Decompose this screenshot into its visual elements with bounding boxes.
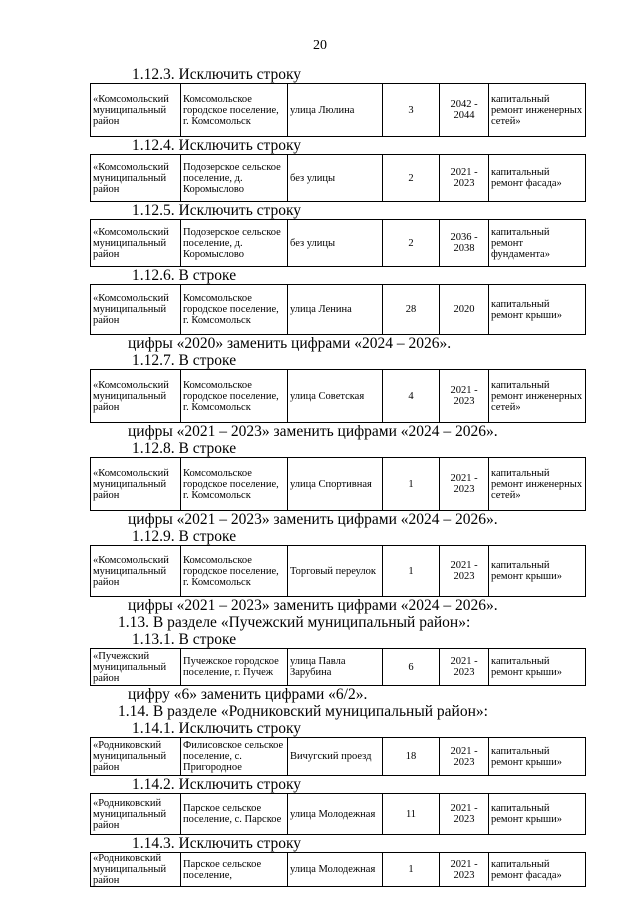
years-cell: 2021 - 2023 [440, 853, 489, 887]
work-type-cell: капитальный ремонт инженерных сетей» [489, 370, 586, 423]
district-cell: «Пучежский муниципальный район [91, 649, 181, 686]
district-cell: «Родниковский муниципальный район [91, 738, 181, 776]
district-cell: «Комсомольский муниципальный район [91, 155, 181, 202]
clause-heading: 1.12.9. В строке [132, 528, 237, 545]
work-type-cell: капитальный ремонт инженерных сетей» [489, 84, 586, 137]
document-body [90, 66, 585, 887]
house-number-cell: 1 [383, 458, 440, 511]
section-heading: 1.13. В разделе «Пучежский муниципальный район»: [118, 614, 471, 631]
street-cell: без улицы [288, 155, 383, 202]
settlement-cell: Комсомольское городское поселение, г. Комсомольск [181, 84, 288, 137]
years-cell: 2021 - 2023 [440, 546, 489, 597]
section-heading: 1.14. В разделе «Родниковский муниципальный район»: [118, 703, 488, 720]
excerpt-table-row [90, 219, 586, 267]
years-cell: 2021 - 2023 [440, 794, 489, 835]
district-cell: «Комсомольский муниципальный район [91, 84, 181, 137]
years-cell: 2036 - 2038 [440, 220, 489, 267]
clause-heading: 1.14.3. Исключить строку [132, 835, 302, 852]
district-cell: «Родниковский муниципальный район [91, 853, 181, 887]
district-cell: «Комсомольский муниципальный район [91, 546, 181, 597]
house-number-cell: 3 [383, 84, 440, 137]
clause-heading: 1.12.4. Исключить строку [132, 137, 302, 154]
excerpt-table-row [90, 852, 586, 887]
years-cell: 2021 - 2023 [440, 738, 489, 776]
district-cell: «Комсомольский муниципальный район [91, 220, 181, 267]
excerpt-table-row [90, 793, 586, 835]
settlement-cell: Парское сельское поселение, [181, 853, 288, 887]
house-number-cell: 18 [383, 738, 440, 776]
work-type-cell: капитальный ремонт крыши» [489, 649, 586, 686]
house-number-cell: 28 [383, 285, 440, 335]
years-cell: 2021 - 2023 [440, 458, 489, 511]
work-type-cell: капитальный ремонт крыши» [489, 794, 586, 835]
replacement-instruction: цифры «2021 – 2023» заменить цифрами «2024 – 2026». [128, 597, 498, 614]
replacement-instruction: цифры «2021 – 2023» заменить цифрами «2024 – 2026». [128, 423, 498, 440]
street-cell: Торговый переулок [288, 546, 383, 597]
district-cell: «Комсомольский муниципальный район [91, 285, 181, 335]
settlement-cell: Подозерское сельское поселение, д. Коромыслово [181, 220, 288, 267]
street-cell: улица Спортивная [288, 458, 383, 511]
replacement-instruction: цифры «2021 – 2023» заменить цифрами «2024 – 2026». [128, 511, 498, 528]
street-cell: улица Люлина [288, 84, 383, 137]
street-cell: Вичугский проезд [288, 738, 383, 776]
settlement-cell: Филисовское сельское поселение, с. Пригородное [181, 738, 288, 776]
settlement-cell: Комсомольское городское поселение, г. Комсомольск [181, 458, 288, 511]
street-cell: улица Ленина [288, 285, 383, 335]
years-cell: 2021 - 2023 [440, 370, 489, 423]
excerpt-table-row [90, 83, 586, 137]
settlement-cell: Комсомольское городское поселение, г. Комсомольск [181, 370, 288, 423]
house-number-cell: 2 [383, 155, 440, 202]
settlement-cell: Подозерское сельское поселение, д. Коромыслово [181, 155, 288, 202]
replacement-instruction: цифру «6» заменить цифрами «6/2». [128, 686, 368, 703]
excerpt-table-row [90, 154, 586, 202]
settlement-cell: Комсомольское городское поселение, г. Комсомольск [181, 546, 288, 597]
excerpt-table-row [90, 457, 586, 511]
years-cell: 2042 - 2044 [440, 84, 489, 137]
clause-heading: 1.12.6. В строке [132, 267, 237, 284]
house-number-cell: 4 [383, 370, 440, 423]
replacement-instruction: цифры «2020» заменить цифрами «2024 – 2026». [128, 335, 452, 352]
work-type-cell: капитальный ремонт крыши» [489, 738, 586, 776]
clause-heading: 1.12.8. В строке [132, 440, 237, 457]
excerpt-table-row [90, 284, 586, 335]
street-cell: улица Молодежная [288, 853, 383, 887]
work-type-cell: капитальный ремонт фасада» [489, 155, 586, 202]
house-number-cell: 6 [383, 649, 440, 686]
excerpt-table-row [90, 369, 586, 423]
house-number-cell: 1 [383, 853, 440, 887]
clause-heading: 1.12.7. В строке [132, 352, 237, 369]
house-number-cell: 11 [383, 794, 440, 835]
settlement-cell: Парское сельское поселение, с. Парское [181, 794, 288, 835]
street-cell: улица Советская [288, 370, 383, 423]
settlement-cell: Пучежское городское поселение, г. Пучеж [181, 649, 288, 686]
district-cell: «Родниковский муниципальный район [91, 794, 181, 835]
street-cell: улица Павла Зарубина [288, 649, 383, 686]
clause-heading: 1.13.1. В строке [132, 631, 237, 648]
work-type-cell: капитальный ремонт крыши» [489, 285, 586, 335]
excerpt-table-row [90, 648, 586, 686]
street-cell: без улицы [288, 220, 383, 267]
work-type-cell: капитальный ремонт инженерных сетей» [489, 458, 586, 511]
work-type-cell: капитальный ремонт фасада» [489, 853, 586, 887]
clause-heading: 1.14.1. Исключить строку [132, 720, 302, 737]
street-cell: улица Молодежная [288, 794, 383, 835]
page-number: 20 [313, 38, 327, 53]
house-number-cell: 2 [383, 220, 440, 267]
work-type-cell: капитальный ремонт крыши» [489, 546, 586, 597]
district-cell: «Комсомольский муниципальный район [91, 458, 181, 511]
years-cell: 2021 - 2023 [440, 155, 489, 202]
district-cell: «Комсомольский муниципальный район [91, 370, 181, 423]
excerpt-table-row [90, 545, 586, 597]
settlement-cell: Комсомольское городское поселение, г. Комсомольск [181, 285, 288, 335]
excerpt-table-row [90, 737, 586, 776]
work-type-cell: капитальный ремонт фундамента» [489, 220, 586, 267]
clause-heading: 1.14.2. Исключить строку [132, 776, 302, 793]
clause-heading: 1.12.5. Исключить строку [132, 202, 302, 219]
years-cell: 2021 - 2023 [440, 649, 489, 686]
house-number-cell: 1 [383, 546, 440, 597]
clause-heading: 1.12.3. Исключить строку [132, 66, 302, 83]
years-cell: 2020 [440, 285, 489, 335]
